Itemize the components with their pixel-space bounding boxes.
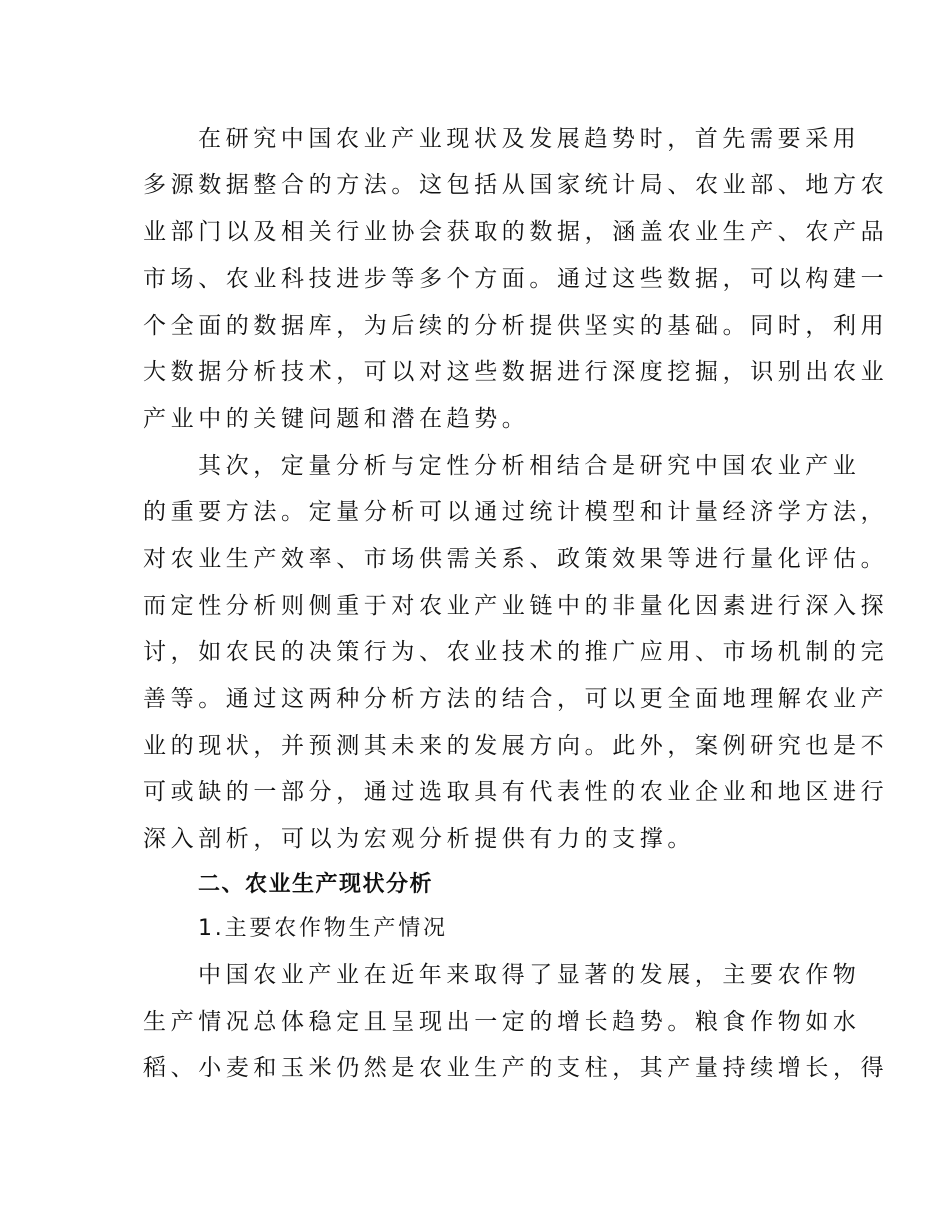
text-line: 业的现状，并预测其未来的发展方向。此外，案例研究也是不 [143, 733, 889, 759]
subsection-heading: 1.主要农作物生产情况 [198, 916, 448, 941]
text-line: 产业中的关键问题和潜在趋势。 [143, 406, 530, 432]
section-heading: 二、农业生产现状分析 [198, 872, 434, 897]
text-line: 的重要方法。定量分析可以通过统计模型和计量经济学方法， [143, 499, 889, 525]
text-line: 多源数据整合的方法。这包括从国家统计局、农业部、地方农 [143, 172, 889, 198]
text-line: 善等。通过这两种分析方法的结合，可以更全面地理解农业产 [143, 686, 889, 712]
text-line: 可或缺的一部分，通过选取具有代表性的农业企业和地区进行 [143, 779, 889, 805]
text-line: 中国农业产业在近年来取得了显著的发展，主要农作物 [198, 962, 861, 988]
text-line: 讨，如农民的决策行为、农业技术的推广应用、市场机制的完 [143, 639, 889, 665]
text-line: 业部门以及相关行业协会获取的数据，涵盖农业生产、农产品 [143, 219, 889, 245]
text-line: 在研究中国农业产业现状及发展趋势时，首先需要采用 [198, 126, 861, 152]
text-line: 深入剖析，可以为宏观分析提供有力的支撑。 [143, 826, 695, 852]
text-line: 对农业生产效率、市场供需关系、政策效果等进行量化评估。 [143, 546, 889, 572]
text-line: 大数据分析技术，可以对这些数据进行深度挖掘，识别出农业 [143, 359, 889, 385]
text-line: 而定性分析则侧重于对农业产业链中的非量化因素进行深入探 [143, 593, 889, 619]
text-line: 市场、农业科技进步等多个方面。通过这些数据，可以构建一 [143, 266, 889, 292]
text-line: 个全面的数据库，为后续的分析提供坚实的基础。同时，利用 [143, 313, 889, 339]
text-line: 稻、小麦和玉米仍然是农业生产的支柱，其产量持续增长，得 [143, 1055, 889, 1081]
text-line: 其次，定量分析与定性分析相结合是研究中国农业产业 [198, 453, 861, 479]
text-line: 生产情况总体稳定且呈现出一定的增长趋势。粮食作物如水 [143, 1009, 861, 1035]
